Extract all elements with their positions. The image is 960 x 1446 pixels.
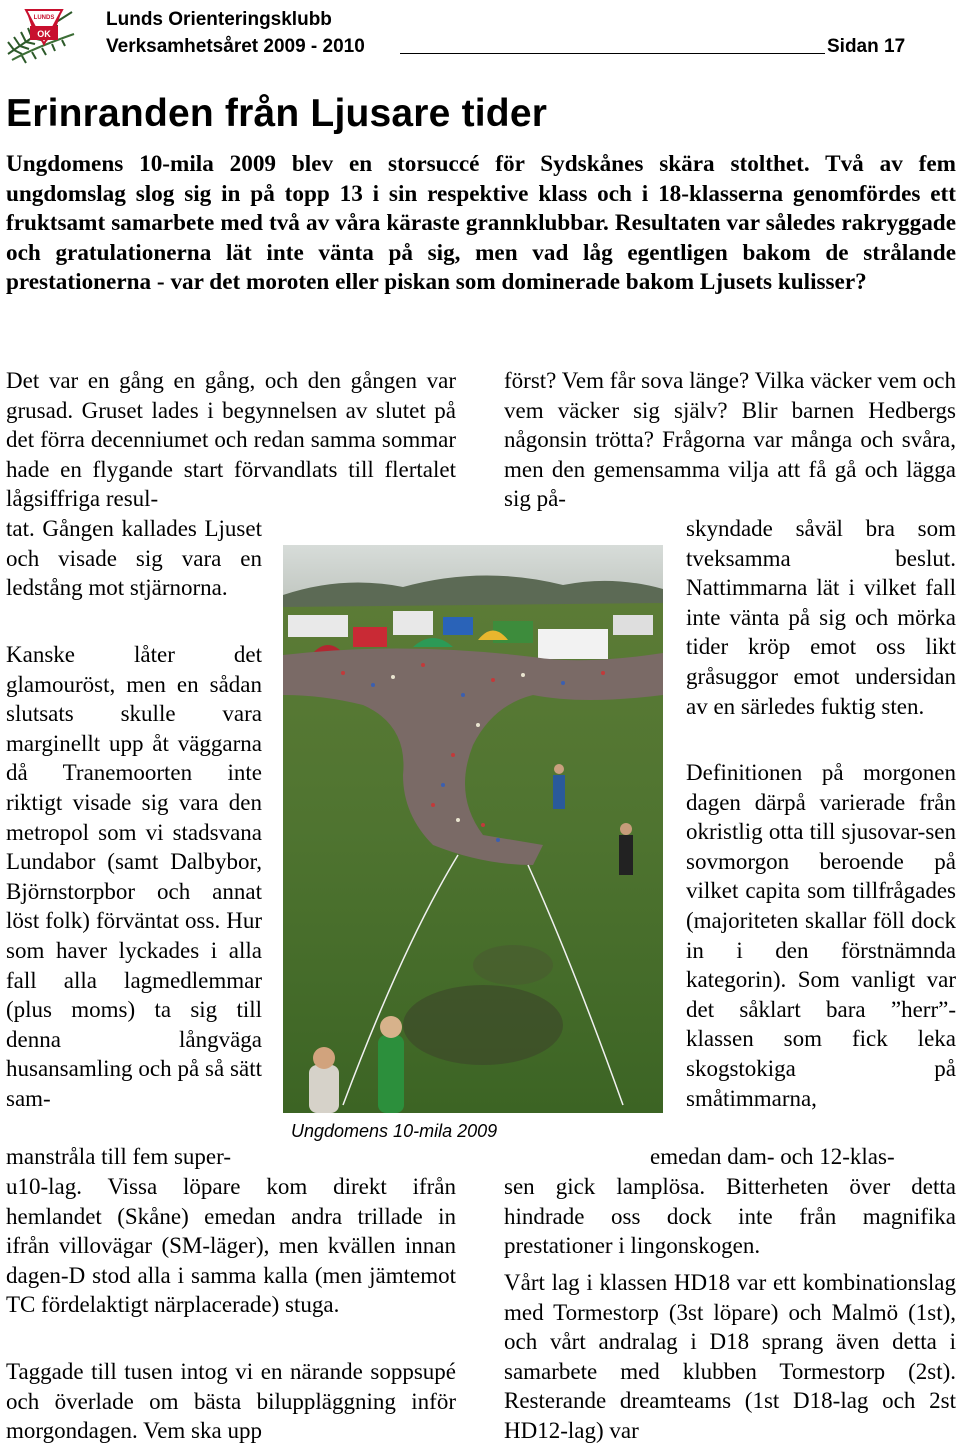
left-column-paragraph-2-end: u10-lag. Vissa löpare kom direkt ifrån hemlandet (Skåne) emedan andra trillade in ifrån villovägar (SM-läger), men kvällen innan dagen-D stod alla i samma kalla (men jämtemot TC fördelaktigt närplacerade) stuga. [6,1174,456,1318]
article-title: Erinranden från Ljusare tider [6,92,548,135]
club-logo [4,4,76,64]
logo-text-bottom: OK [37,29,51,39]
page-number: Sidan 17 [827,36,906,57]
race-photo [283,545,663,1113]
right-column-paragraph-3: Vårt lag i klassen HD18 var ett kombinationslag med Tormestorp (3st löpare) och Malmö (1st), och vårt andralag i D18 sprang även detta i samarbete med klubben Tormestorp (2st). Resterande dreamteams (1st D18-lag och 2st HD12-lag) var [504,1270,956,1443]
photo-caption: Ungdomens 10-mila 2009 [291,1121,498,1141]
left-column-paragraph-1-end: tat. Gången kallades Ljuset och visade sig vara en ledstång mot stjärnorna. [6,516,262,601]
article-intro: Ungdomens 10-mila 2009 blev en storsuccé för Sydskånes skära stolthet. Två av fem ungdomslag slog sig in på topp 13 i sin respektive klass och i 18-klasserna genomfördes ett fruktsamt samarbete med två av våra käraste grannklubbar. Resultaten var således rakryggade och gratulationerna lät inte vänta på sig, men vad låg egentligen bakom de strålande prestationerna - var det moroten eller piskan som dominerade bakom Ljusets kulisser? [6,151,956,296]
right-column-paragraph-1-end: skyndade såväl bra som tveksamma beslut. Nattimmarna lät i vilket fall inte vänta på sig och mörka tider kröp emot oss likt gråsuggor emot undersidan av en särledes fuktig sten. [686,516,956,719]
left-column-top: Det var en gång en gång, och den gången var grusad. Gruset lades i begynnelsen av slutet på det förra decenniumet och redan samma sommar hade en flygande start förvandlats till flertalet lågsiffriga resul- [6,368,456,512]
left-column-paragraph-2-cont: manstråla till fem super- [6,1144,231,1169]
right-column-paragraph-2: Definitionen på morgonen dagen därpå varierade från okristlig otta till sjusovar-sen sovmorgon beroende på vilket capita som tillfrågades (majoriteten skallar föll dock in i den förstnämnda kategorin). Som vanligt var det såklart bara ”herr”-klassen som fick leka skogstokiga på småtimmarna, [686,760,956,1111]
right-column-top: först? Vem får sova länge? Vilka väcker vem och vem väcker sig själv? Blir barnen Hedbergs någonsin trötta? Frågorna var många och svåra, men den gemensamma vilja att få gå och lägga sig på- [504,368,956,512]
club-name: Lunds Orienteringsklubb [106,9,332,30]
year-line: Verksamhetsåret 2009 - 2010 [106,36,365,57]
right-column-paragraph-2-cont: emedan dam- och 12-klas- [650,1144,895,1169]
logo-text-top: LUNDS [33,15,55,21]
header-rule [400,53,825,54]
left-column-paragraph-3: Taggade till tusen intog vi en närande soppsupé och överlade om bästa biluppläggning inför morgondagen. Vem ska upp [6,1359,456,1444]
right-column-paragraph-2-end: sen gick lamplösa. Bitterheten över detta hindrade oss dock inte från magnifika prestationer i lingonskogen. [504,1174,956,1259]
left-column-paragraph-2: Kanske låter det glamouröst, men en sådan slutsats skulle vara marginellt upp åt väggarna då Tranemoorten inte riktigt visade sig vara den metropol som vi stadsvana Lundabor (samt Dalbybor, Björnstorpbor och annat löst folk) förväntat oss. Hur som haver lyckades i alla fall alla lagmedlemmar (plus moms) ta sig till denna långväga husansamling och på så sätt sam- [6,642,262,1111]
